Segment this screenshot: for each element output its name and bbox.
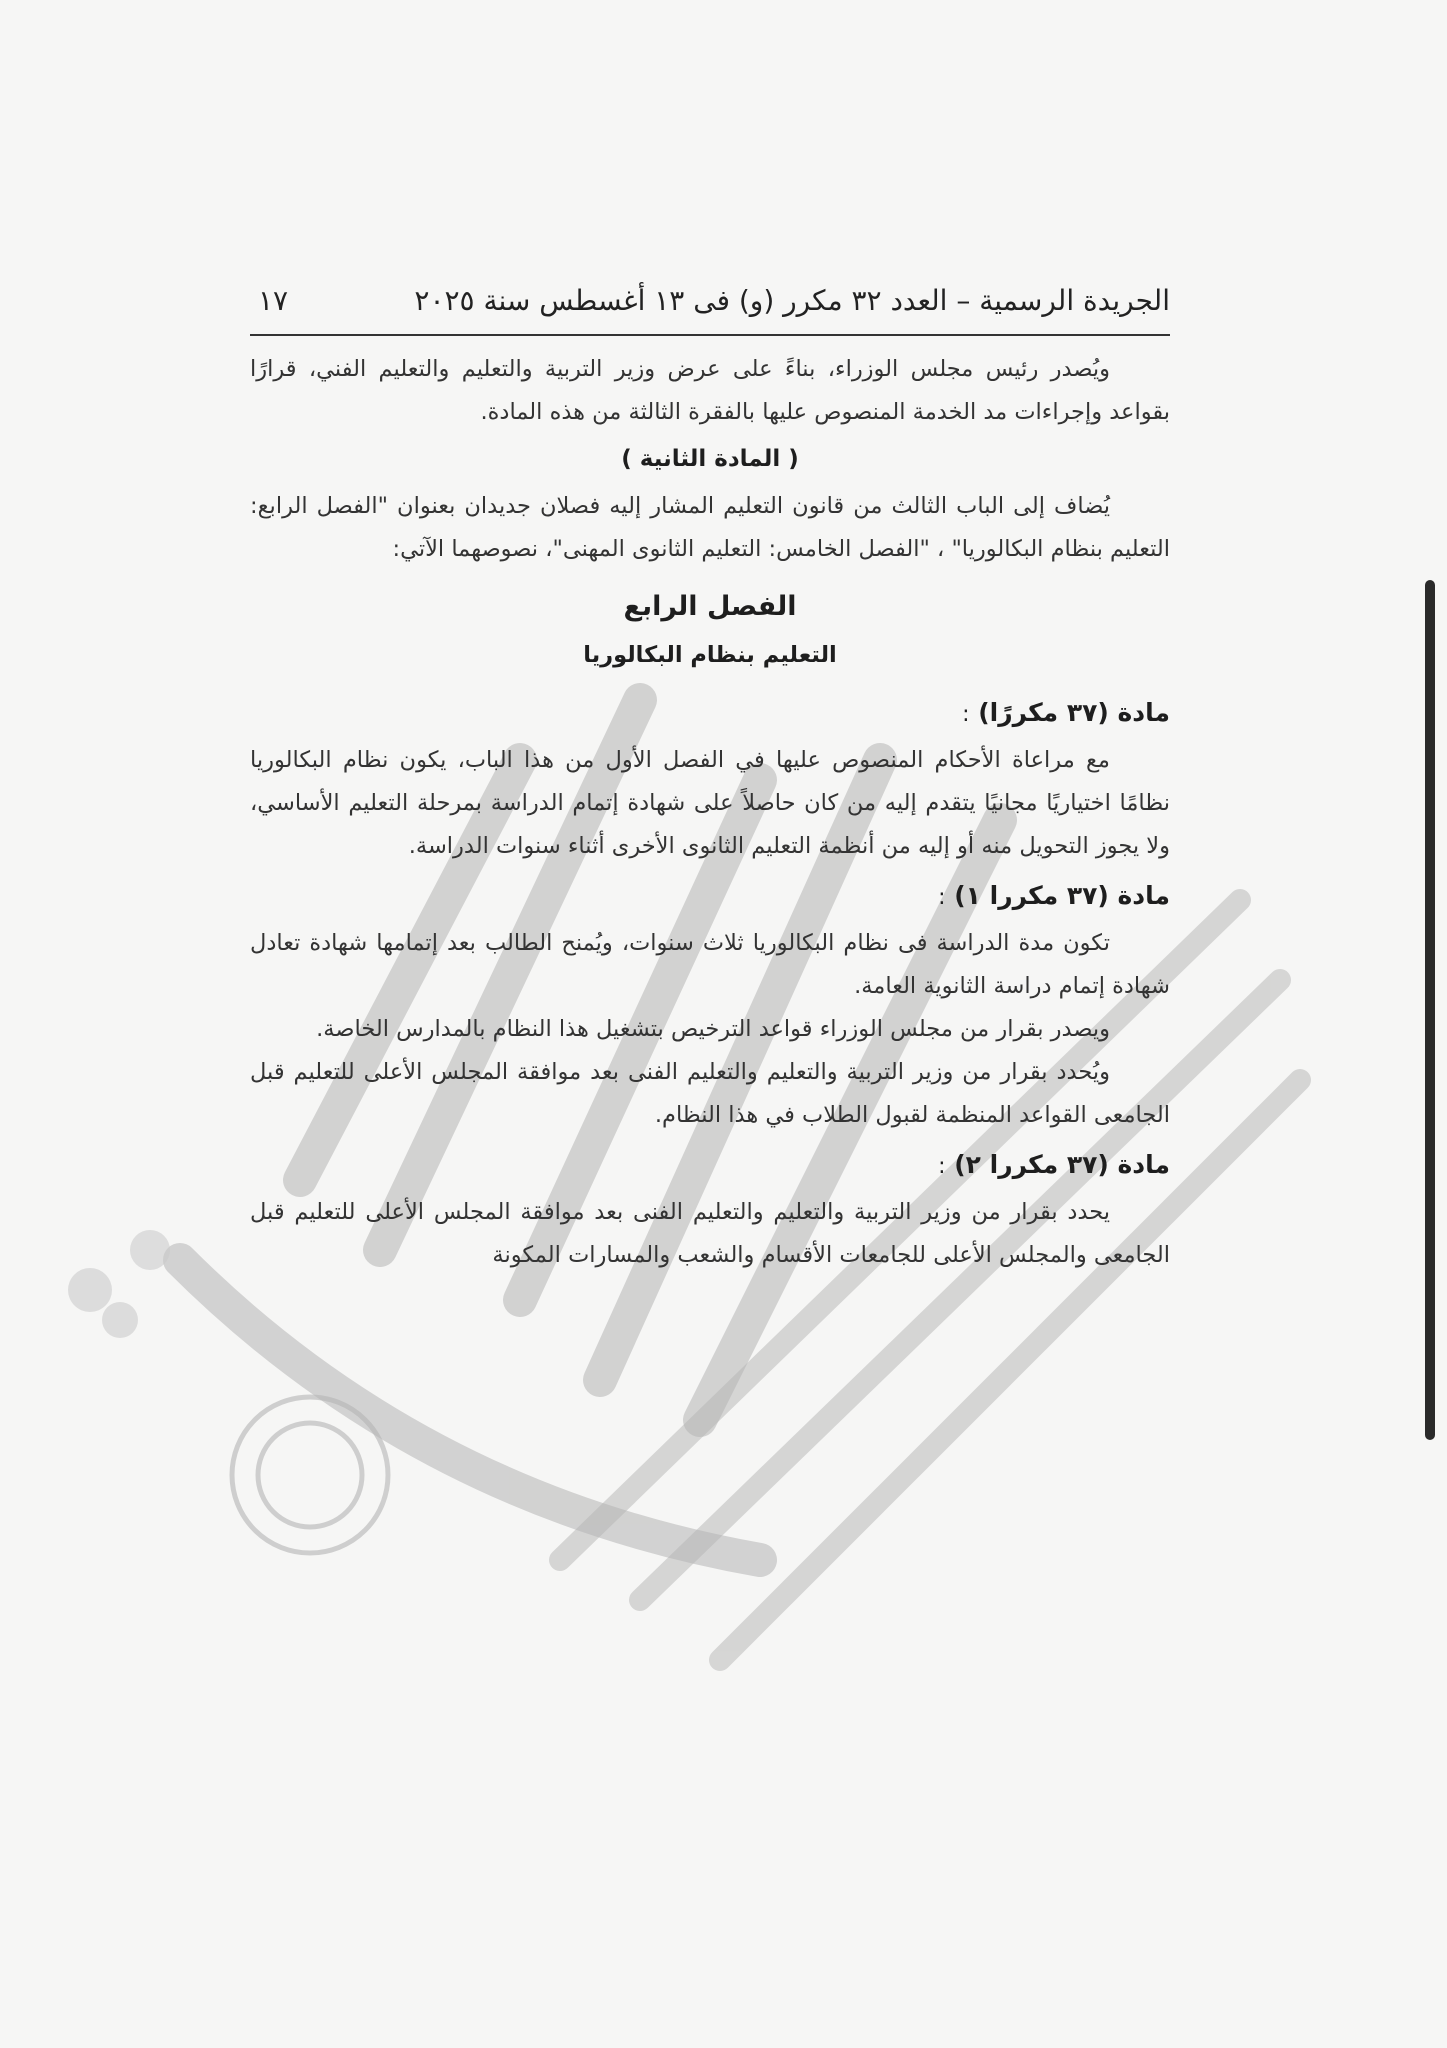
- watermark-dot: [68, 1268, 112, 1312]
- page-number: ١٧: [258, 284, 289, 317]
- intro-paragraph: ويُصدر رئيس مجلس الوزراء، بناءً على عرض وزير التربية والتعليم والتعليم الفني، قرارًا بقواعد وإجراءات مد الخدمة المنصوص عليها بالفقرة الثالثة من هذه المادة.: [250, 356, 1170, 425]
- article-paragraph: ويُحدد بقرار من وزير التربية والتعليم والتعليم الفنى بعد موافقة المجلس الأعلى للتعليم قبل الجامعى القواعد المنظمة لقبول الطلاب في هذا النظام.: [250, 1059, 1170, 1128]
- article-paragraph: ويصدر بقرار من مجلس الوزراء قواعد الترخيص بتشغيل هذا النظام بالمدارس الخاصة.: [316, 1016, 1110, 1042]
- page-header: [250, 278, 1170, 330]
- article-two-paragraph: يُضاف إلى الباب الثالث من قانون التعليم المشار إليه فصلان جديدان بعنوان "الفصل الرابع: التعليم بنظام البكالوريا" ، "الفصل الخامس: التعليم الثانوى المهنى"، نصوصهما الآتي:: [250, 493, 1170, 562]
- watermark-seal-icon: [232, 1397, 388, 1553]
- scan-edge-shadow: [1425, 580, 1435, 1440]
- watermark-stroke: [180, 1260, 760, 1560]
- article-heading-text: مادة (٣٧ مكررا ١): [954, 881, 1170, 910]
- chapter-title: الفصل الرابع: [623, 591, 797, 622]
- article-heading-colon: :: [962, 702, 970, 727]
- article-heading: [250, 872, 1170, 922]
- header-divider: [250, 334, 1170, 336]
- watermark-dot: [102, 1302, 138, 1338]
- article-heading: [250, 1141, 1170, 1191]
- article-heading-text: مادة (٣٧ مكررًا): [978, 698, 1170, 727]
- article-paragraph: مع مراعاة الأحكام المنصوص عليها في الفصل الأول من هذا الباب، يكون نظام البكالوريا نظامًا اختياريًا مجانيًا يتقدم إليه من كان حاصلاً على شهادة إتمام الدراسة بمرحلة التعليم الأساسي، ولا يجوز التحويل منه أو إليه من أنظمة التعليم الثانوى الأخرى أثناء سنوات الدراسة.: [250, 747, 1170, 859]
- watermark-dot: [130, 1230, 170, 1270]
- chapter-subtitle: التعليم بنظام البكالوريا: [583, 642, 837, 668]
- article-heading-text: مادة (٣٧ مكررا ٢): [954, 1150, 1170, 1179]
- article-heading-colon: :: [938, 1154, 946, 1179]
- document-body: [250, 348, 1170, 1277]
- watermark-seal-inner: [258, 1423, 362, 1527]
- article-paragraph: تكون مدة الدراسة فى نظام البكالوريا ثلاث سنوات، ويُمنح الطالب بعد إتمامها شهادة تعادل شهادة إتمام دراسة الثانوية العامة.: [250, 930, 1170, 999]
- article-heading-colon: :: [938, 885, 946, 910]
- gazette-title: الجريدة الرسمية – العدد ٣٢ مكرر (و) فى ١٣ أغسطس سنة ٢٠٢٥: [414, 284, 1170, 317]
- article-heading: [250, 689, 1170, 739]
- article-paragraph: يحدد بقرار من وزير التربية والتعليم والتعليم الفنى بعد موافقة المجلس الأعلى للتعليم قبل الجامعى والمجلس الأعلى للجامعات الأقسام والشعب والمسارات المكونة: [250, 1199, 1170, 1268]
- article-two-heading: ( المادة الثانية ): [621, 446, 799, 472]
